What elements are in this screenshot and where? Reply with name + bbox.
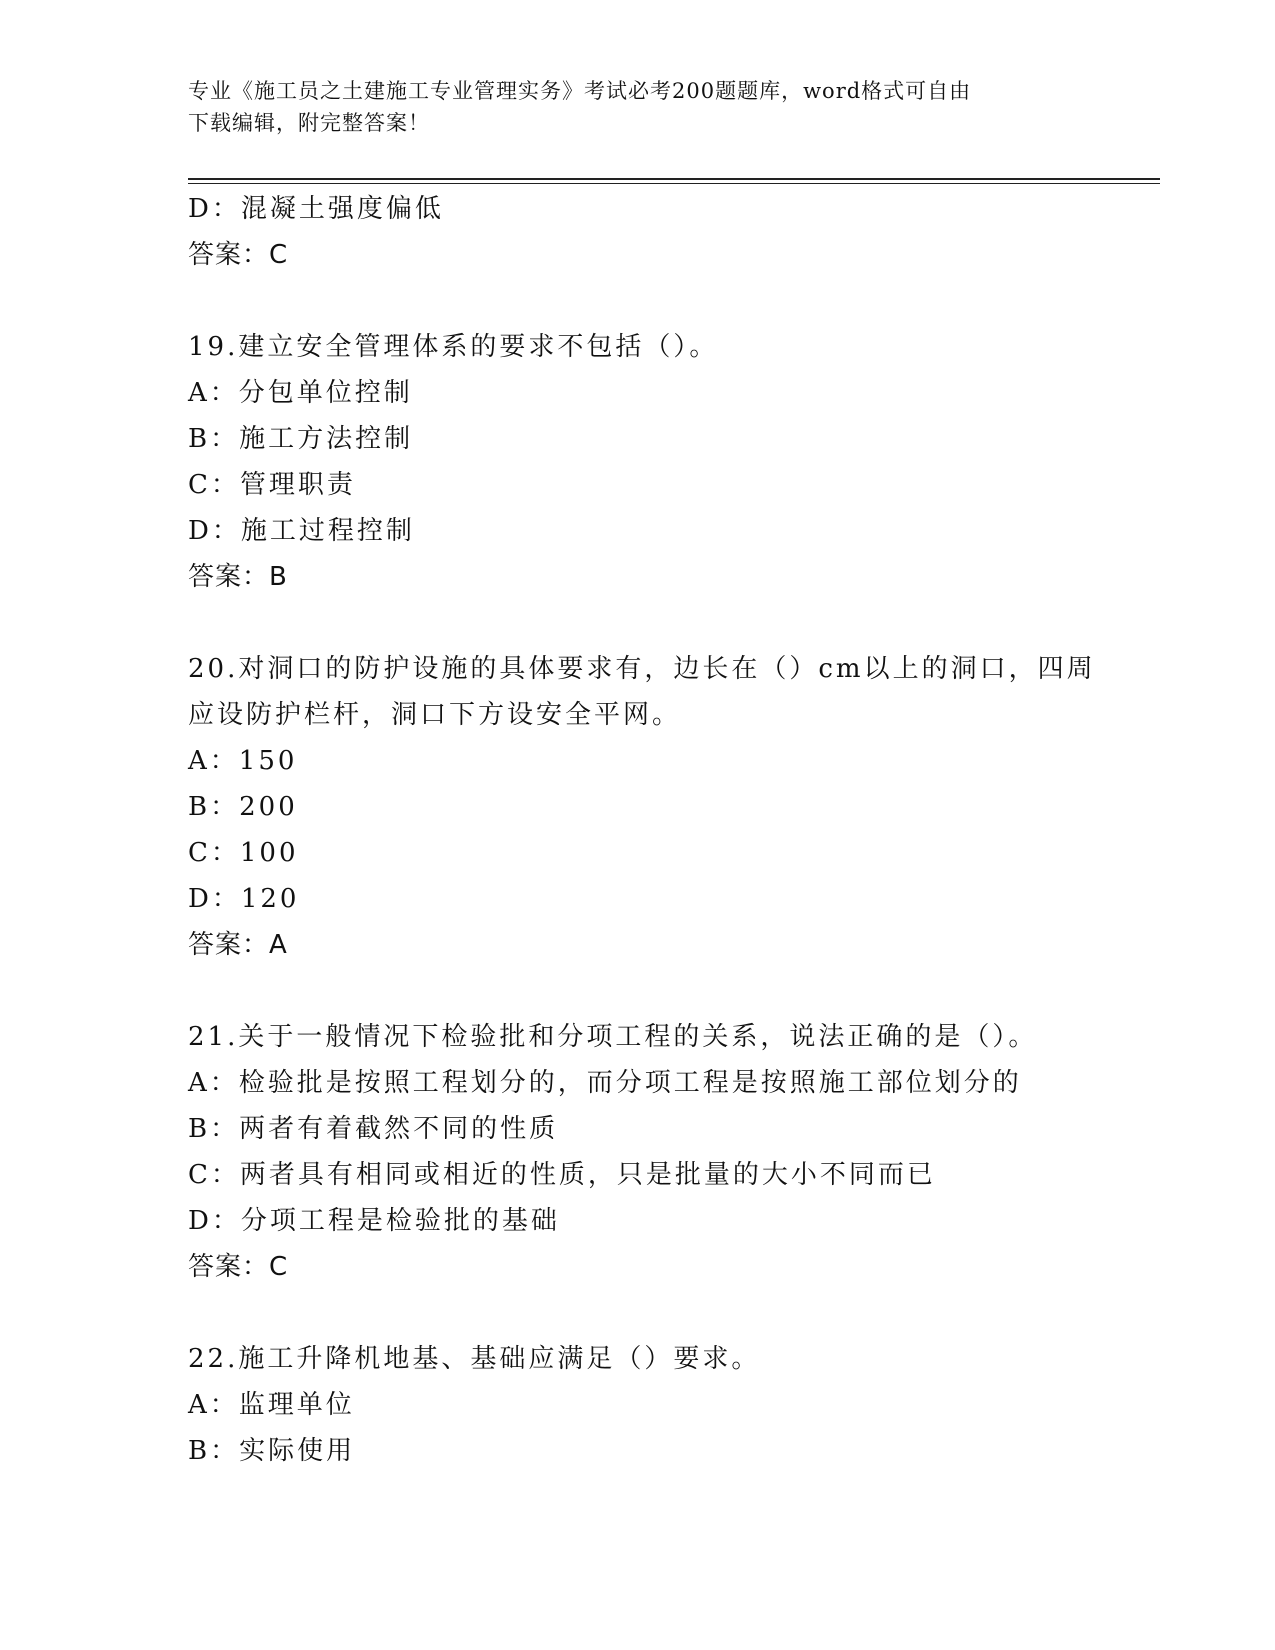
question-22 — [188, 1336, 1160, 1474]
option-c: C：管理职责 — [188, 470, 356, 500]
option-a: A：分包单位控制 — [188, 378, 413, 408]
question-list — [188, 186, 1160, 1474]
answer-label: 答案：A — [188, 930, 288, 960]
option-b: B：施工方法控制 — [188, 424, 414, 454]
question-21 — [188, 1014, 1160, 1290]
option-b: B：200 — [188, 792, 298, 822]
question-stem-line-2: 应设防护栏杆，洞口下方设安全平网。 — [188, 700, 682, 730]
option-c: C：100 — [188, 838, 299, 868]
header-rule-thick — [188, 178, 1160, 180]
option-d: D：施工过程控制 — [188, 516, 415, 546]
question-stem: 21.关于一般情况下检验批和分项工程的关系，说法正确的是（）。 — [188, 1022, 1038, 1052]
question-stem: 19.建立安全管理体系的要求不包括（）。 — [188, 332, 719, 362]
option-a: A：150 — [188, 746, 298, 776]
header-line-2: 下载编辑，附完整答案！ — [188, 111, 430, 135]
document-header — [188, 75, 1088, 139]
answer-label: 答案：B — [188, 562, 288, 592]
answer-label: 答案：C — [188, 1252, 289, 1282]
option-c: C：两者具有相同或相近的性质，只是批量的大小不同而已 — [188, 1160, 936, 1190]
option-d: D：混凝土强度偏低 — [188, 194, 444, 224]
option-d: D：分项工程是检验批的基础 — [188, 1206, 560, 1236]
header-rule-thin — [188, 183, 1160, 184]
option-b: B：两者有着截然不同的性质 — [188, 1114, 559, 1144]
answer-label: 答案：C — [188, 240, 289, 270]
question-stem: 22.施工升降机地基、基础应满足（）要求。 — [188, 1344, 761, 1374]
question-stem-line-1: 20.对洞口的防护设施的具体要求有，边长在（）cm以上的洞口，四周 — [188, 654, 1096, 684]
option-a: A：监理单位 — [188, 1390, 355, 1420]
option-a: A：检验批是按照工程划分的，而分项工程是按照施工部位划分的 — [188, 1068, 1022, 1098]
question-20 — [188, 646, 1160, 968]
question-19 — [188, 324, 1160, 600]
header-line-1: 专业《施工员之土建施工专业管理实务》考试必考200题题库，word格式可自由 — [188, 79, 972, 103]
option-b: B：实际使用 — [188, 1436, 356, 1466]
option-d: D：120 — [188, 884, 300, 914]
